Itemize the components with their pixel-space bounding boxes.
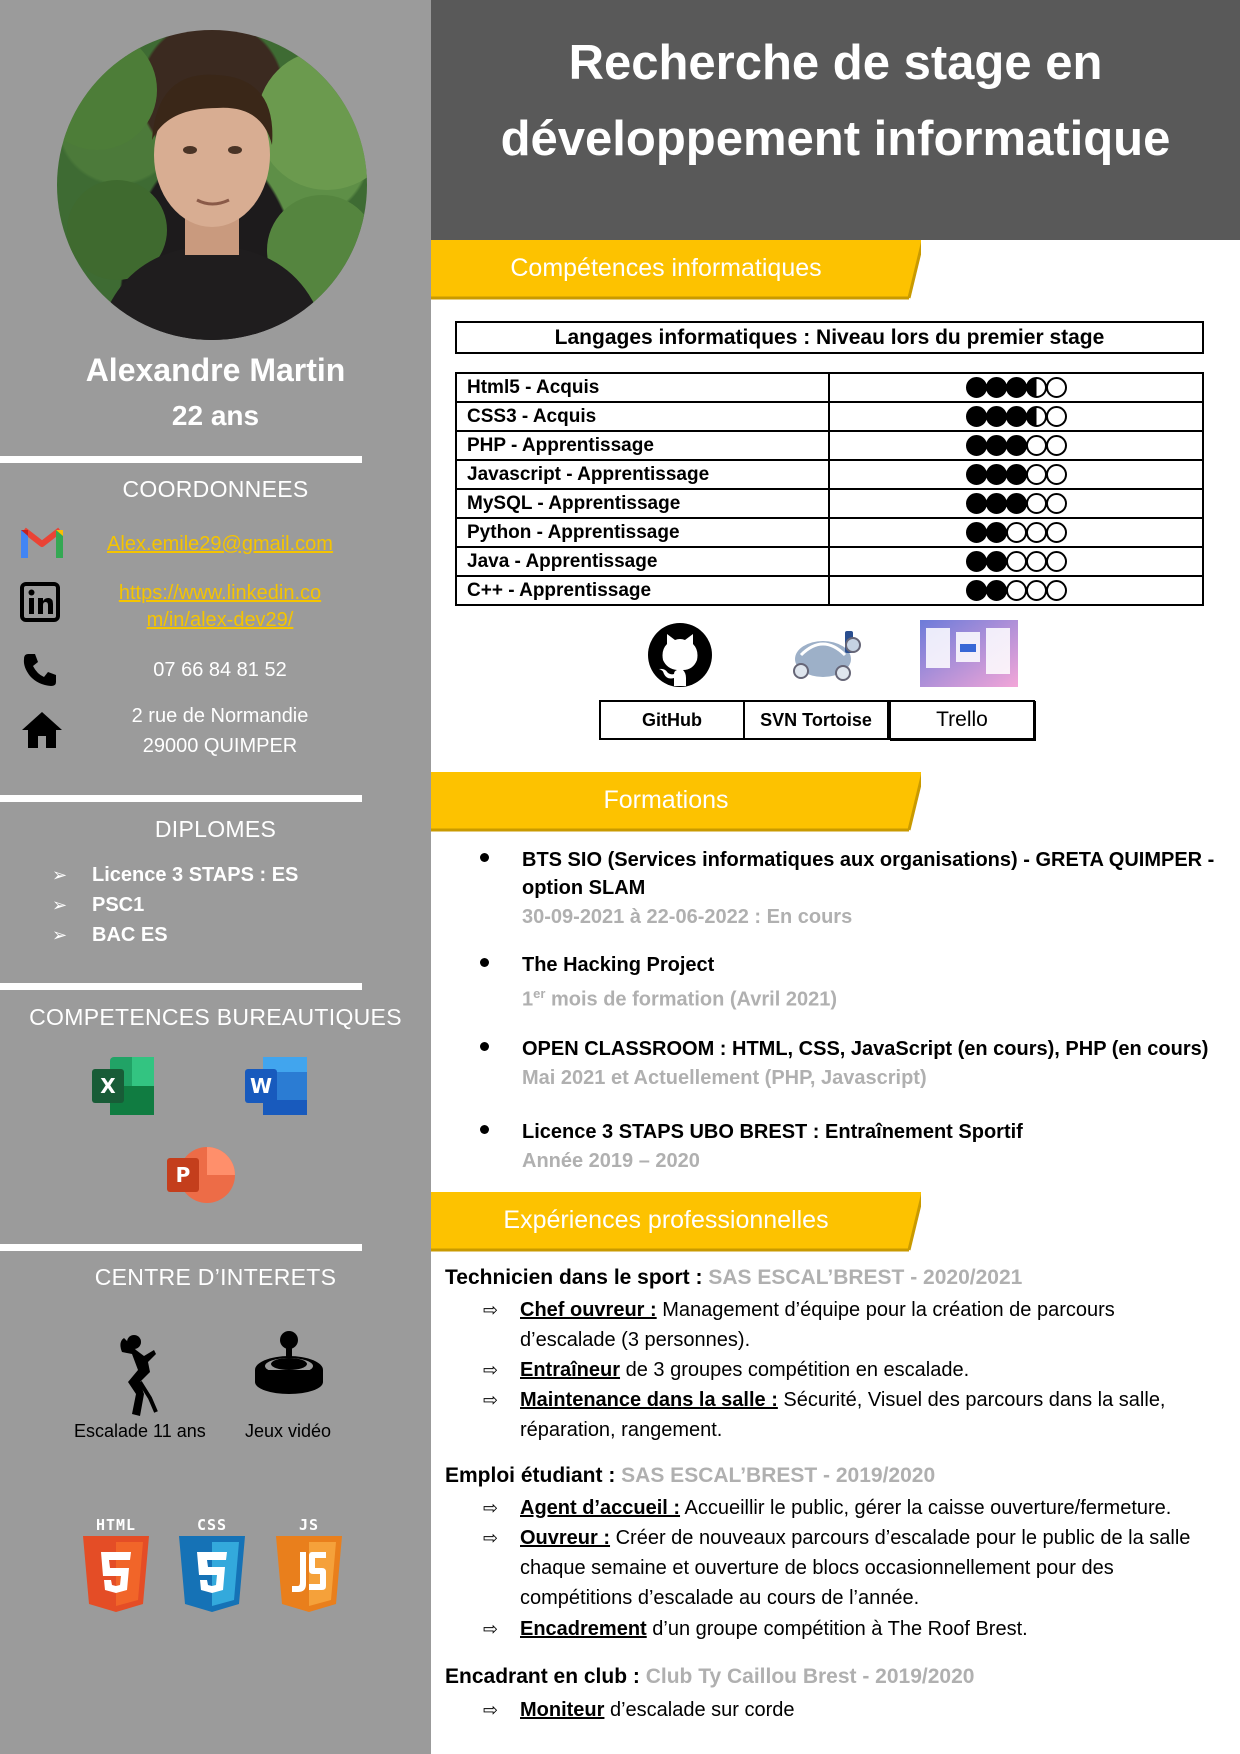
language-level bbox=[829, 547, 1203, 576]
list-item: ➢ Licence 3 STAPS : ES bbox=[52, 860, 298, 890]
level-dot bbox=[966, 580, 987, 601]
section-title-formations: Formations bbox=[603, 786, 729, 814]
section-band-skills bbox=[431, 240, 921, 300]
table-row bbox=[456, 402, 1203, 431]
linkedin-link-line1[interactable]: https://www.linkedin.co bbox=[118, 582, 322, 604]
level-dot bbox=[1006, 493, 1027, 514]
svg-text:W: W bbox=[249, 1074, 273, 1098]
address-line1: 2 rue de Normandie bbox=[131, 705, 309, 727]
email-link[interactable]: Alex.emile29@gmail.com bbox=[107, 533, 333, 555]
section-band-experience bbox=[431, 1192, 921, 1252]
arrow-right-icon: ⇨ bbox=[483, 1700, 499, 1720]
arrow-icon: ➢ bbox=[52, 895, 68, 915]
language-label: Python - Apprentissage bbox=[456, 518, 829, 547]
javascript-icon: JS bbox=[272, 1516, 346, 1619]
powerpoint-icon bbox=[165, 1145, 229, 1203]
level-dot bbox=[986, 377, 1007, 398]
experience-heading: Encadrant en club : Club Ty Caillou Brest - 2019/2020 bbox=[445, 1665, 975, 1688]
arrow-right-icon: ⇨ bbox=[483, 1619, 499, 1639]
section-title-experience: Expériences professionnelles bbox=[503, 1206, 829, 1234]
level-dot bbox=[1046, 435, 1067, 456]
profile-photo bbox=[57, 30, 367, 340]
bullet-icon bbox=[480, 1042, 489, 1051]
language-label: MySQL - Apprentissage bbox=[456, 489, 829, 518]
diplomas-list bbox=[52, 860, 298, 950]
sidebar bbox=[0, 0, 431, 1754]
diplomas-title: DIPLOMES bbox=[154, 816, 277, 842]
experience-item: ⇨ Maintenance dans la salle : Sécurité, Visuel des parcours dans la salle, réparation, rangement. bbox=[483, 1385, 1223, 1445]
level-dot bbox=[1046, 522, 1067, 543]
level-dot bbox=[1046, 464, 1067, 485]
level-dot bbox=[1026, 377, 1047, 398]
language-label: Javascript - Apprentissage bbox=[456, 460, 829, 489]
level-dot bbox=[1026, 464, 1047, 485]
arrow-icon: ➢ bbox=[52, 925, 68, 945]
level-dot bbox=[1006, 464, 1027, 485]
language-level bbox=[829, 460, 1203, 489]
level-dot bbox=[966, 551, 987, 572]
hobby-climbing-label: Escalade 11 ans bbox=[74, 1421, 206, 1441]
level-dot bbox=[1006, 522, 1027, 543]
css3-icon: CSS bbox=[175, 1516, 249, 1619]
contact-title: COORDONNEES bbox=[122, 476, 309, 502]
level-dot bbox=[1046, 377, 1067, 398]
experience-item: ⇨ Ouvreur : Créer de nouveaux parcours d’escalade pour le public de la salle chaque semaine et ouverture de blocs occasionnellement pour des compétitions d’escalade au cours de l’année. bbox=[483, 1523, 1223, 1613]
section-band-formations bbox=[431, 772, 921, 832]
language-level bbox=[829, 518, 1203, 547]
arrow-right-icon: ⇨ bbox=[483, 1528, 499, 1548]
table-row bbox=[456, 547, 1203, 576]
language-label: C++ - Apprentissage bbox=[456, 576, 829, 605]
table-row bbox=[456, 460, 1203, 489]
level-dot bbox=[1046, 493, 1067, 514]
level-dot bbox=[966, 493, 987, 514]
person-age: 22 ans bbox=[171, 400, 260, 431]
tool-trello-label: Trello bbox=[889, 700, 1035, 740]
level-dot bbox=[1026, 580, 1047, 601]
arrow-right-icon: ⇨ bbox=[483, 1360, 499, 1380]
list-item: ➢ BAC ES bbox=[52, 920, 298, 950]
language-label: CSS3 - Acquis bbox=[456, 402, 829, 431]
level-dot bbox=[1046, 406, 1067, 427]
experience-item: ⇨ Moniteur d’escalade sur corde bbox=[483, 1695, 1223, 1725]
language-level bbox=[829, 576, 1203, 605]
experience-item: ⇨ Agent d’accueil : Accueillir le public, gérer la caisse ouverture/fermeture. bbox=[483, 1493, 1223, 1523]
formation-item: Licence 3 STAPS UBO BREST : Entraînement Sportif Année 2019 – 2020 bbox=[480, 1118, 1220, 1176]
level-dot bbox=[1006, 377, 1027, 398]
phone-icon bbox=[20, 650, 64, 694]
github-icon bbox=[645, 620, 715, 690]
interests-title: CENTRE D’INTERETS bbox=[94, 1264, 337, 1290]
table-row bbox=[456, 431, 1203, 460]
level-dot bbox=[1006, 551, 1027, 572]
arrow-right-icon: ⇨ bbox=[483, 1390, 499, 1410]
tool-github-label: GitHub bbox=[599, 700, 745, 740]
language-label: Java - Apprentissage bbox=[456, 547, 829, 576]
level-dot bbox=[966, 435, 987, 456]
level-dot bbox=[966, 522, 987, 543]
level-dot bbox=[1026, 406, 1047, 427]
page-header bbox=[431, 0, 1240, 240]
level-dot bbox=[1046, 551, 1067, 572]
list-item: ➢ PSC1 bbox=[52, 890, 298, 920]
language-level bbox=[829, 402, 1203, 431]
language-level bbox=[829, 373, 1203, 402]
section-title-skills: Compétences informatiques bbox=[510, 254, 822, 282]
level-dot bbox=[986, 435, 1007, 456]
level-dot bbox=[986, 580, 1007, 601]
experience-item: ⇨ Entraîneur de 3 groupes compétition en escalade. bbox=[483, 1355, 1223, 1385]
language-label: Html5 - Acquis bbox=[456, 373, 829, 402]
formation-item: BTS SIO (Services informatiques aux organisations) - GRETA QUIMPER - option SLAM 30-09-2021 à 22-06-2022 : En cours bbox=[480, 846, 1220, 932]
level-dot bbox=[986, 522, 1007, 543]
level-dot bbox=[986, 406, 1007, 427]
svn-tortoise-icon bbox=[787, 625, 862, 687]
level-dot bbox=[1046, 580, 1067, 601]
hobby-videogames-label: Jeux vidéo bbox=[245, 1421, 332, 1441]
languages-header: Langages informatiques : Niveau lors du premier stage bbox=[455, 321, 1204, 354]
formation-item: The Hacking Project 1er mois de formation (Avril 2021) bbox=[480, 951, 1220, 1015]
divider bbox=[0, 1244, 362, 1251]
office-title: COMPETENCES BUREAUTIQUES bbox=[29, 1004, 402, 1030]
svg-text:P: P bbox=[175, 1163, 191, 1187]
word-icon bbox=[245, 1057, 309, 1115]
divider bbox=[0, 795, 362, 802]
level-dot bbox=[986, 493, 1007, 514]
arrow-icon: ➢ bbox=[52, 865, 68, 885]
linkedin-link-line2[interactable]: m/in/alex-dev29/ bbox=[146, 609, 294, 631]
language-level bbox=[829, 431, 1203, 460]
arrow-right-icon: ⇨ bbox=[483, 1498, 499, 1518]
home-icon bbox=[20, 710, 64, 754]
bullet-icon bbox=[480, 958, 489, 967]
person-name: Alexandre Martin bbox=[85, 352, 346, 388]
bullet-icon bbox=[480, 1125, 489, 1134]
level-dot bbox=[1026, 435, 1047, 456]
page-title-line2: développement informatique bbox=[500, 112, 1171, 166]
page-title-line1: Recherche de stage en bbox=[568, 36, 1103, 90]
html5-icon: HTML bbox=[79, 1516, 153, 1619]
gmail-icon bbox=[20, 524, 64, 568]
level-dot bbox=[1026, 551, 1047, 572]
address-line2: 29000 QUIMPER bbox=[142, 735, 298, 757]
experience-heading: Emploi étudiant : SAS ESCAL’BREST - 2019/2020 bbox=[445, 1464, 936, 1487]
divider bbox=[0, 983, 362, 990]
level-dot bbox=[1006, 435, 1027, 456]
excel-icon bbox=[92, 1057, 156, 1115]
level-dot bbox=[966, 377, 987, 398]
table-row bbox=[456, 373, 1203, 402]
formation-item: OPEN CLASSROOM : HTML, CSS, JavaScript (en cours), PHP (en cours) Mai 2021 et Actuellement (PHP, Javascript) bbox=[480, 1035, 1220, 1093]
arrow-right-icon: ⇨ bbox=[483, 1300, 499, 1320]
experience-heading: Technicien dans le sport : SAS ESCAL’BREST - 2020/2021 bbox=[445, 1266, 1023, 1289]
experience-item: ⇨ Chef ouvreur : Management d’équipe pour la création de parcours d’escalade (3 personnes). bbox=[483, 1295, 1223, 1355]
level-dot bbox=[986, 464, 1007, 485]
languages-table bbox=[455, 372, 1204, 606]
level-dot bbox=[966, 464, 987, 485]
divider bbox=[0, 456, 362, 463]
trello-icon bbox=[920, 620, 1018, 687]
language-label: PHP - Apprentissage bbox=[456, 431, 829, 460]
level-dot bbox=[1026, 493, 1047, 514]
level-dot bbox=[966, 406, 987, 427]
level-dot bbox=[986, 551, 1007, 572]
joystick-icon bbox=[253, 1330, 325, 1402]
experience-item: ⇨ Encadrement d’un groupe compétition à The Roof Brest. bbox=[483, 1614, 1223, 1644]
language-level bbox=[829, 489, 1203, 518]
table-row bbox=[456, 489, 1203, 518]
climbing-icon bbox=[110, 1332, 170, 1420]
phone-number: 07 66 84 81 52 bbox=[153, 659, 287, 681]
level-dot bbox=[1026, 522, 1047, 543]
tool-svn-label: SVN Tortoise bbox=[743, 700, 889, 740]
level-dot bbox=[1006, 406, 1027, 427]
bullet-icon bbox=[480, 853, 489, 862]
table-row bbox=[456, 518, 1203, 547]
svg-text:X: X bbox=[100, 1074, 116, 1098]
level-dot bbox=[1006, 580, 1027, 601]
table-row bbox=[456, 576, 1203, 605]
linkedin-icon bbox=[20, 582, 64, 626]
